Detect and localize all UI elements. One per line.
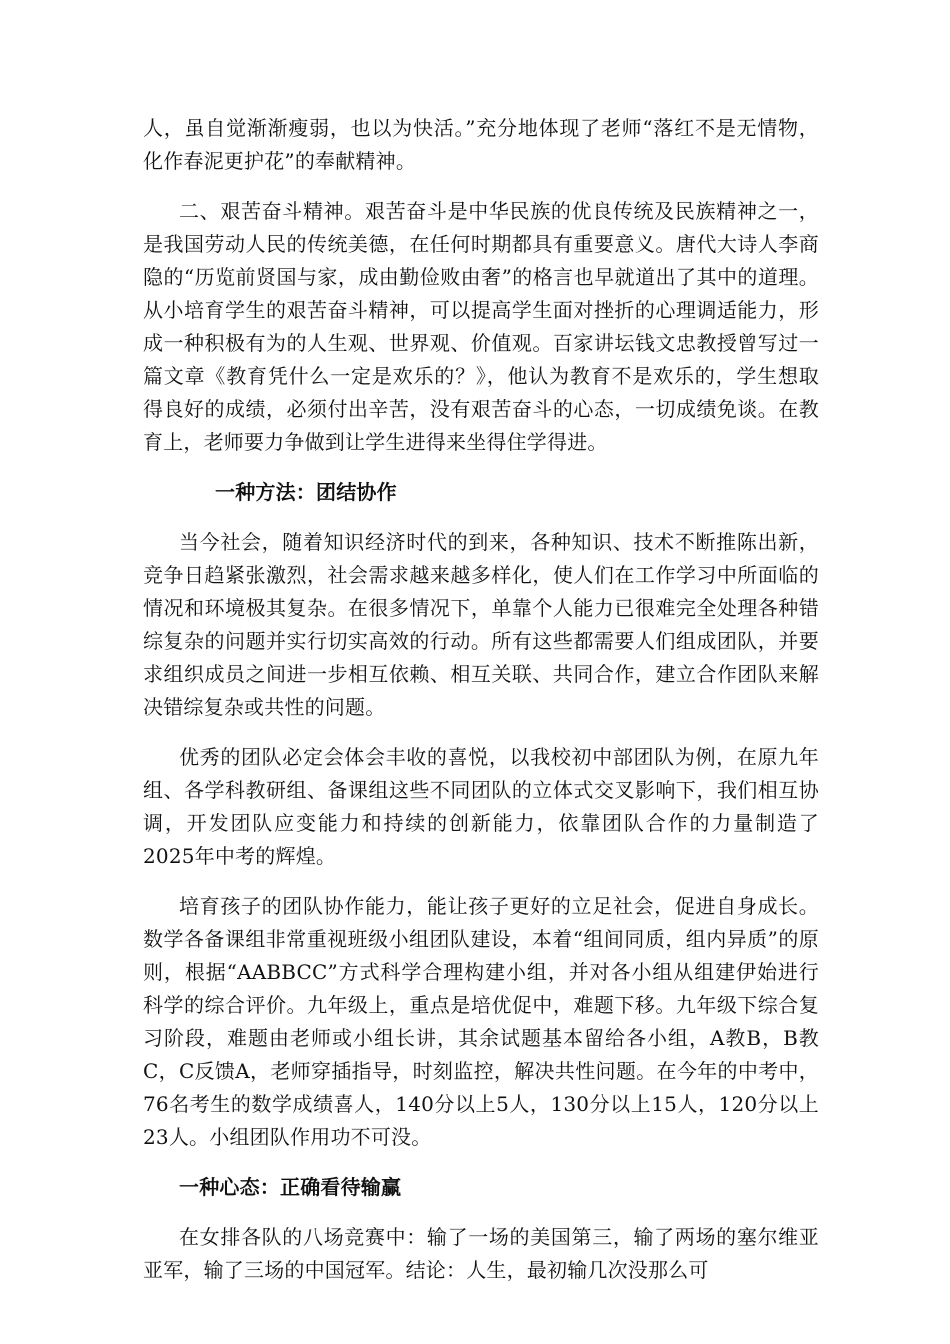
section-heading-mindset: 一种心态：正确看待输赢 — [179, 1175, 402, 1199]
paragraph-continuation: 人，虽自觉渐渐瘦弱，也以为快活。”充分地体现了老师“落红不是无情物，化作春泥更护花”的奉献精神。 — [143, 116, 819, 173]
document-body — [143, 112, 819, 1304]
section-heading-teamwork: 一种方法：团结协作 — [215, 480, 397, 504]
paragraph-hard-work-spirit: 二、艰苦奋斗精神。艰苦奋斗是中华民族的优良传统及民族精神之一，是我国劳动人民的传统美德，在任何时期都具有重要意义。唐代大诗人李商隐的“历览前贤国与家，成由勤俭败由奢”的格言也早就道出了其中的道理。从小培育学生的艰苦奋斗精神，可以提高学生面对挫折的心理调适能力，形成一种积极有为的人生观、世界观、价值观。百家讲坛钱文忠教授曾写过一篇文章《教育凭什么一定是欢乐的？》，他认为教育不是欢乐的，学生想取得良好的成绩，必须付出辛苦，没有艰苦奋斗的心态，一切成绩免谈。在教育上，老师要力争做到让学生进得来坐得住学得进。 — [143, 199, 819, 454]
paragraph-excellent-team: 优秀的团队必定会体会丰收的喜悦，以我校初中部团队为例，在原九年组、各学科教研组、备课组这些不同团队的立体式交叉影响下，我们相互协调，开发团队应变能力和持续的创新能力，依靠团队合作的力量制造了2025年中考的辉煌。 — [143, 745, 819, 868]
paragraph-modern-society: 当今社会，随着知识经济时代的到来，各种知识、技术不断推陈出新，竞争日趋紧张激烈，社会需求越来越多样化，使人们在工作学习中所面临的情况和环境极其复杂。在很多情况下，单靠个人能力已很难完全处理各种错综复杂的问题并实行切实高效的行动。所有这些都需要人们组成团队，并要求组织成员之间进一步相互依赖、相互关联、共同合作，建立合作团队来解决错综复杂或共性的问题。 — [143, 530, 819, 719]
paragraph-volleyball: 在女排各队的八场竞赛中：输了一场的美国第三，输了两场的塞尔维亚亚军，输了三场的中国冠军。结论：人生，最初输几次没那么可 — [143, 1225, 819, 1282]
paragraph-cultivate-teamwork: 培育孩子的团队协作能力，能让孩子更好的立足社会，促进自身成长。数学各备课组非常重视班级小组团队建设，本着“组间同质，组内异质”的原则，根据“AABBCC”方式科学合理构建小组，并对各小组从组建伊始进行科学的综合评价。九年级上，重点是培优促中，难题下移。九年级下综合复习阶段，难题由老师或小组长讲，其余试题基本留给各小组，A教B，B教C，C反馈A，老师穿插指导，时刻监控，解决共性问题。在今年的中考中，76名考生的数学成绩喜人，140分以上5人，130分以上15人，120分以上23人。小组团队作用功不可没。 — [143, 894, 819, 1149]
